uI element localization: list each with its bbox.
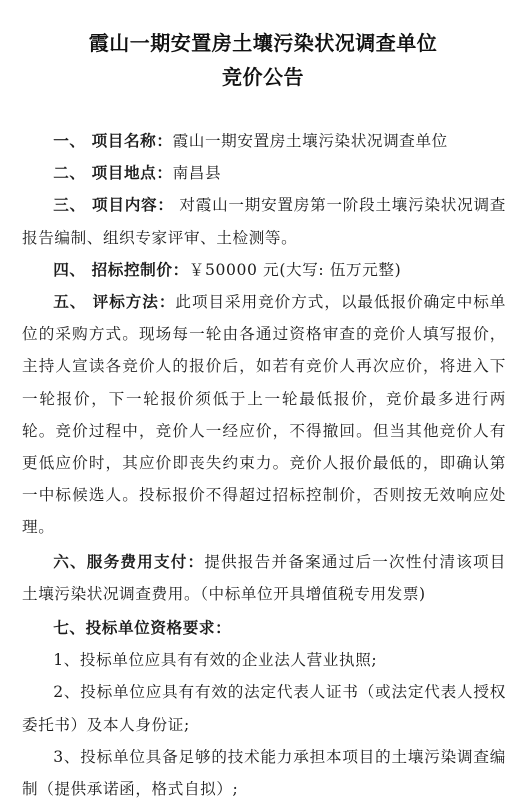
- document-title: 霞山一期安置房土壤污染状况调查单位: [88, 31, 438, 55]
- section-service-fee: [22, 546, 506, 610]
- section-label: 六、服务费用支付：: [53, 552, 205, 571]
- section-text: 霞山一期安置房土壤污染状况调查单位: [172, 132, 448, 150]
- section-label: 一、 项目名称：: [53, 132, 173, 150]
- section-text: 南昌县: [172, 164, 222, 183]
- section-label: 二、 项目地点：: [53, 164, 173, 183]
- section-label: 七、投标单位资格要求：: [53, 619, 232, 638]
- qualification-item: 3、投标单位具备足够的技术能力承担本项目的土壤污染调查编制（提供承诺函，格式自拟）;: [22, 747, 506, 799]
- qualification-item: 1、投标单位应具有有效的企业法人营业执照;: [53, 651, 378, 670]
- section-evaluation-method: [22, 286, 506, 544]
- section-label: 三、 项目内容：: [53, 196, 174, 215]
- qualification-item: 2、投标单位应具有有效的法定代表人证书（或法定代表人授权委托书）及本人身份证;: [22, 683, 506, 734]
- section-label: 四、 招标控制价：: [53, 260, 189, 279]
- section-project-content: [22, 189, 506, 253]
- section-text: 提供报告并备案通过后一次性付清该项目土壤污染状况调查费用。（中标单位开具增值税专用发票): [22, 552, 506, 603]
- section-project-location: [22, 157, 506, 189]
- section-text: 此项目采用竞价方式，以最低报价确定中标单位的采购方式。现场每一轮由各通过资格审查的竞价人填写报价，主持人宣读各竞价人的报价后，如若有竞价人再次应价，将进入下一轮报价，下一轮报价须低于上一轮最低报价，竞价最多进行两轮。竞价过程中，竞价人一经应价，不得撤回。但当其他竞价人有更低应价时，其应价即丧失约束力。竞价人报价最低的，即确认第一中标候选人。投标报价不得超过招标控制价，否则按无效响应处理。: [22, 293, 506, 537]
- section-text: 对霞山一期安置房第一阶段土壤污染状况调查报告编制、组织专家评审、土检测等。: [22, 196, 506, 247]
- section-label: 五、 评标方法：: [53, 293, 176, 312]
- section-text: ￥50000 元(大写: 伍万元整): [188, 260, 402, 279]
- document-body: [22, 125, 506, 805]
- section-control-price: [22, 254, 506, 286]
- section-project-name: [22, 125, 506, 157]
- document-subtitle: 竞价公告: [222, 65, 304, 89]
- section-qualification-heading: [22, 612, 506, 644]
